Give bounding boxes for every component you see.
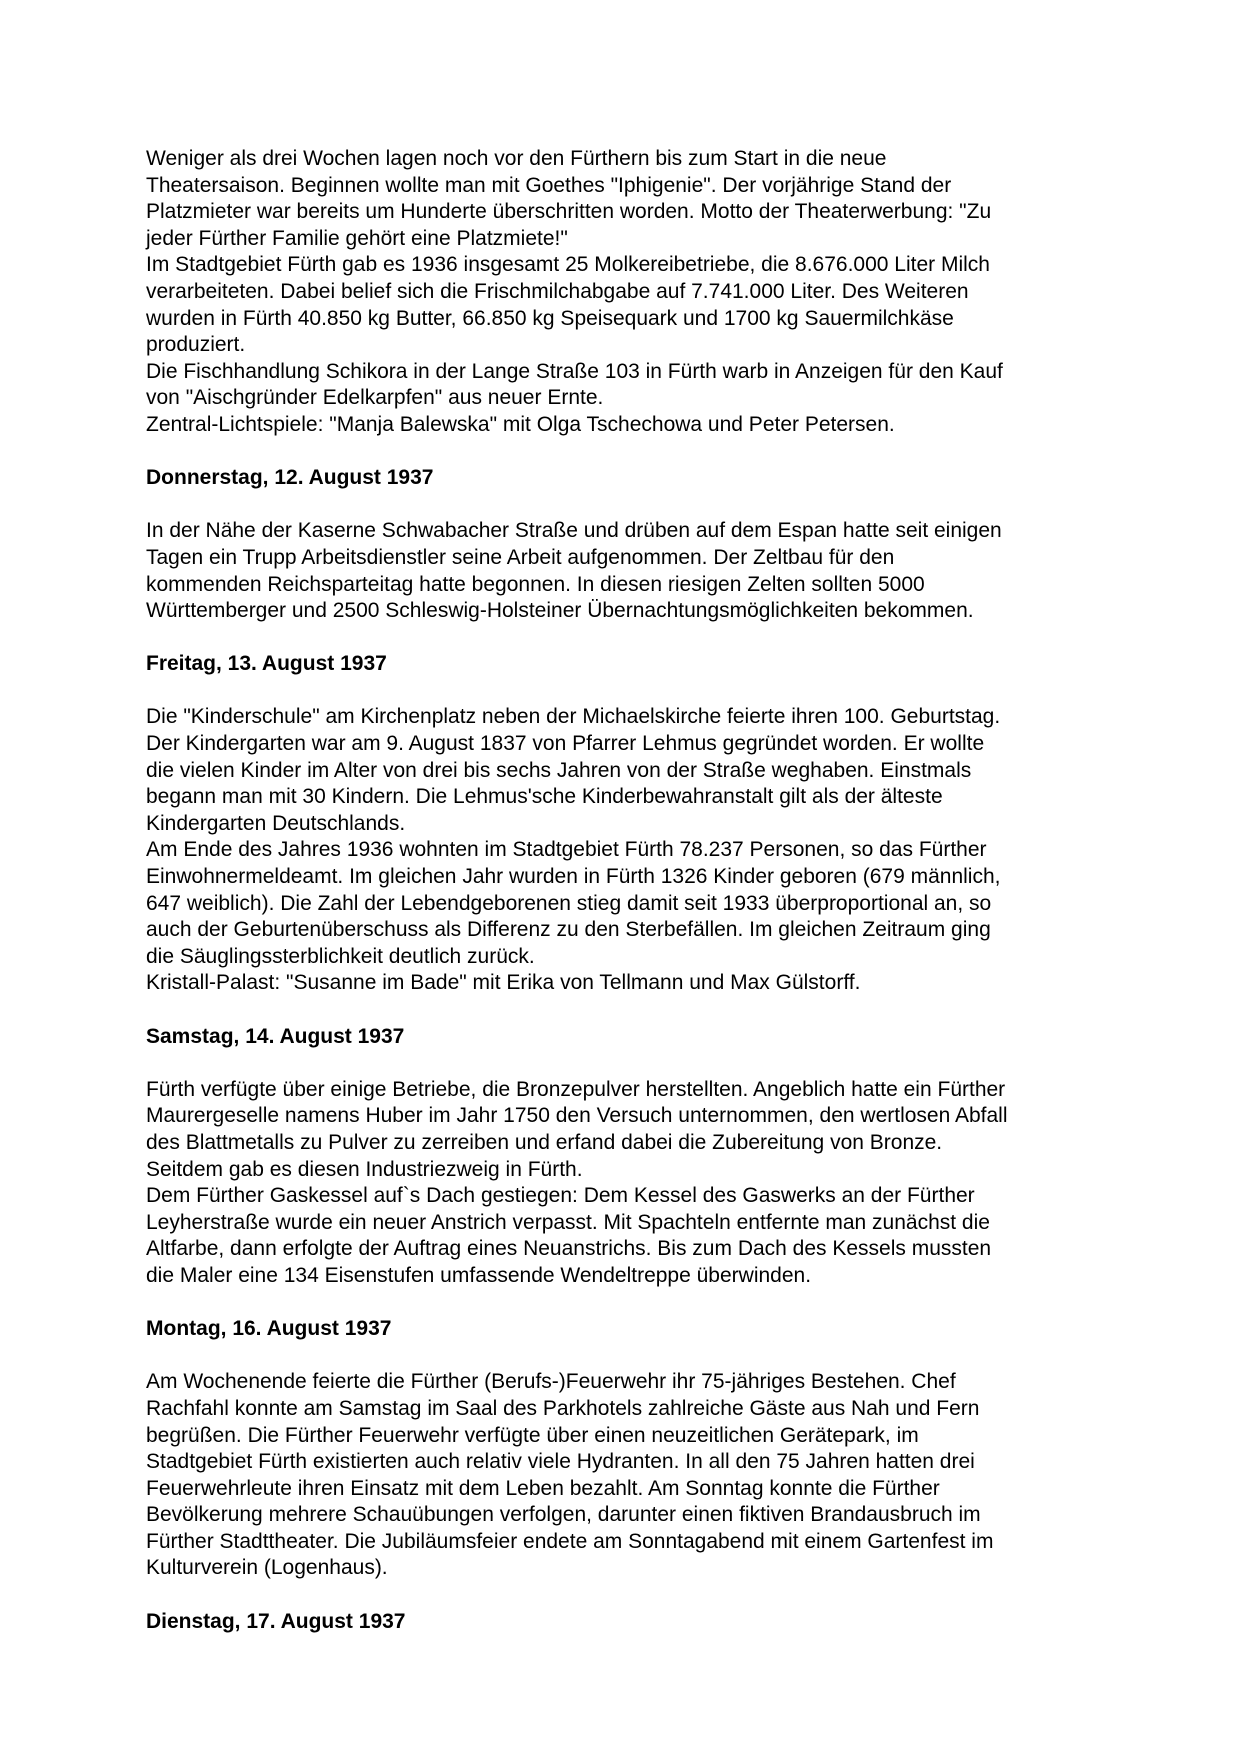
text-line: produziert.: [146, 333, 246, 357]
blank-line: [146, 1290, 1199, 1317]
text-line: Maurergeselle namens Huber im Jahr 1750 den Versuch unternommen, den wertlosen Abfall: [146, 1104, 1008, 1128]
text-line: die vielen Kinder im Alter von drei bis sechs Jahren von der Straße weghaben. Einstmals: [146, 758, 972, 782]
text-line: wurden in Fürth 40.850 kg Butter, 66.850 kg Speisequark und 1700 kg Sauermilchkäse: [146, 306, 954, 330]
text-line: verarbeiteten. Dabei belief sich die Frischmilchabgabe auf 7.741.000 Liter. Des Weiteren: [146, 279, 969, 303]
text-line: Dem Fürther Gaskessel auf`s Dach gestiegen: Dem Kessel des Gaswerks an der Fürther: [146, 1184, 975, 1208]
text-line: Stadtgebiet Fürth existierten auch relativ viele Hydranten. In all den 75 Jahren hatten drei: [146, 1450, 975, 1474]
text-line: begann man mit 30 Kindern. Die Lehmus'sche Kinderbewahranstalt gilt als der älteste: [146, 785, 943, 809]
text-line: In der Nähe der Kaserne Schwabacher Straße und drüben auf dem Espan hatte seit einigen: [146, 519, 1002, 543]
paragraph: [146, 704, 1199, 837]
text-line: jeder Fürther Familie gehört eine Platzmiete!": [146, 226, 568, 250]
text-line: auch der Geburtenüberschuss als Differenz zu den Sterbefällen. Im gleichen Zeitraum ging: [146, 918, 991, 942]
blank-line: [146, 678, 1199, 705]
paragraph: [146, 252, 1199, 358]
text-line: Weniger als drei Wochen lagen noch vor den Fürthern bis zum Start in die neue: [146, 147, 887, 170]
paragraph: [146, 518, 1199, 624]
paragraph: [146, 146, 1199, 252]
document-body: [146, 146, 1199, 1635]
text-line: Theatersaison. Beginnen wollte man mit Goethes "Iphigenie". Der vorjährige Stand der: [146, 173, 952, 197]
text-line: Die "Kinderschule" am Kirchenplatz neben der Michaelskirche feierte ihren 100. Geburtstag.: [146, 705, 1001, 729]
text-line: Kristall-Palast: "Susanne im Bade" mit Erika von Tellmann und Max Gülstorff.: [146, 971, 861, 995]
text-line: Kindergarten Deutschlands.: [146, 811, 406, 835]
blank-line: [146, 492, 1199, 519]
paragraph: [146, 1077, 1199, 1183]
text-line: Leyherstraße wurde ein neuer Anstrich verpasst. Mit Spachteln entfernte man zunächst die: [146, 1210, 990, 1234]
date-heading: Montag, 16. August 1937: [146, 1317, 392, 1341]
text-line: Im Stadtgebiet Fürth gab es 1936 insgesamt 25 Molkereibetriebe, die 8.676.000 Liter Milch: [146, 253, 990, 277]
date-heading: Donnerstag, 12. August 1937: [146, 466, 434, 490]
date-heading: Dienstag, 17. August 1937: [146, 1609, 406, 1633]
text-line: Zentral-Lichtspiele: "Manja Balewska" mit Olga Tschechowa und Peter Petersen.: [146, 412, 895, 436]
text-line: Altfarbe, dann erfolgte der Auftrag eines Neuanstrichs. Bis zum Dach des Kessels mussten: [146, 1237, 992, 1261]
text-line: Bevölkerung mehrere Schauübungen verfolgen, darunter einen fiktiven Brandausbruch im: [146, 1503, 981, 1527]
date-heading: Samstag, 14. August 1937: [146, 1024, 405, 1048]
text-line: Württemberger und 2500 Schleswig-Holsteiner Übernachtungsmöglichkeiten bekommen.: [146, 599, 974, 623]
text-line: Am Wochenende feierte die Fürther (Berufs-)Feuerwehr ihr 75-jähriges Bestehen. Chef: [146, 1370, 956, 1394]
blank-line: [146, 439, 1199, 466]
blank-line: [146, 1582, 1199, 1609]
text-line: Platzmieter war bereits um Hunderte überschritten worden. Motto der Theaterwerbung: "Zu: [146, 200, 992, 224]
blank-line: [146, 1343, 1199, 1370]
paragraph: [146, 1183, 1199, 1289]
text-line: Kulturverein (Logenhaus).: [146, 1556, 388, 1580]
text-line: die Maler eine 134 Eisenstufen umfassende Wendeltreppe überwinden.: [146, 1263, 812, 1287]
text-line: von "Aischgründer Edelkarpfen" aus neuer Ernte.: [146, 386, 604, 410]
text-line: kommenden Reichsparteitag hatte begonnen. In diesen riesigen Zelten sollten 5000: [146, 572, 925, 596]
text-line: Rachfahl konnte am Samstag im Saal des Parkhotels zahlreiche Gäste aus Nah und Fern: [146, 1396, 980, 1420]
text-line: begrüßen. Die Fürther Feuerwehr verfügte über einen neuzeitlichen Gerätepark, im: [146, 1423, 919, 1447]
paragraph: [146, 412, 1199, 439]
text-line: Am Ende des Jahres 1936 wohnten im Stadtgebiet Fürth 78.237 Personen, so das Fürther: [146, 838, 987, 862]
paragraph: [146, 970, 1199, 997]
paragraph: [146, 837, 1199, 970]
text-line: Tagen ein Trupp Arbeitsdienstler seine Arbeit aufgenommen. Der Zeltbau für den: [146, 545, 895, 569]
text-line: 647 weiblich). Die Zahl der Lebendgeborenen stieg damit seit 1933 überproportional an, so: [146, 891, 992, 915]
text-line: des Blattmetalls zu Pulver zu zerreiben und erfand dabei die Zubereitung von Bronze.: [146, 1130, 943, 1154]
text-line: Die Fischhandlung Schikora in der Lange Straße 103 in Fürth warb in Anzeigen für den Kauf: [146, 359, 1003, 383]
text-line: Feuerwehrleute ihren Einsatz mit dem Leben bezahlt. Am Sonntag konnte die Fürther: [146, 1476, 940, 1500]
text-line: Der Kindergarten war am 9. August 1837 von Pfarrer Lehmus gegründet worden. Er wollte: [146, 732, 985, 756]
text-line: Einwohnermeldeamt. Im gleichen Jahr wurden in Fürth 1326 Kinder geboren (679 männlich,: [146, 865, 1001, 889]
blank-line: [146, 625, 1199, 652]
blank-line: [146, 997, 1199, 1024]
text-line: Fürth verfügte über einige Betriebe, die Bronzepulver herstellten. Angeblich hatte ein Fürther: [146, 1077, 1006, 1101]
paragraph: [146, 359, 1199, 412]
text-line: Seitdem gab es diesen Industriezweig in Fürth.: [146, 1157, 583, 1181]
paragraph: [146, 1369, 1199, 1582]
text-line: Fürther Stadttheater. Die Jubiläumsfeier endete am Sonntagabend mit einem Gartenfest im: [146, 1529, 994, 1553]
text-line: die Säuglingssterblichkeit deutlich zurück.: [146, 944, 535, 968]
date-heading: Freitag, 13. August 1937: [146, 652, 387, 676]
blank-line: [146, 1050, 1199, 1077]
